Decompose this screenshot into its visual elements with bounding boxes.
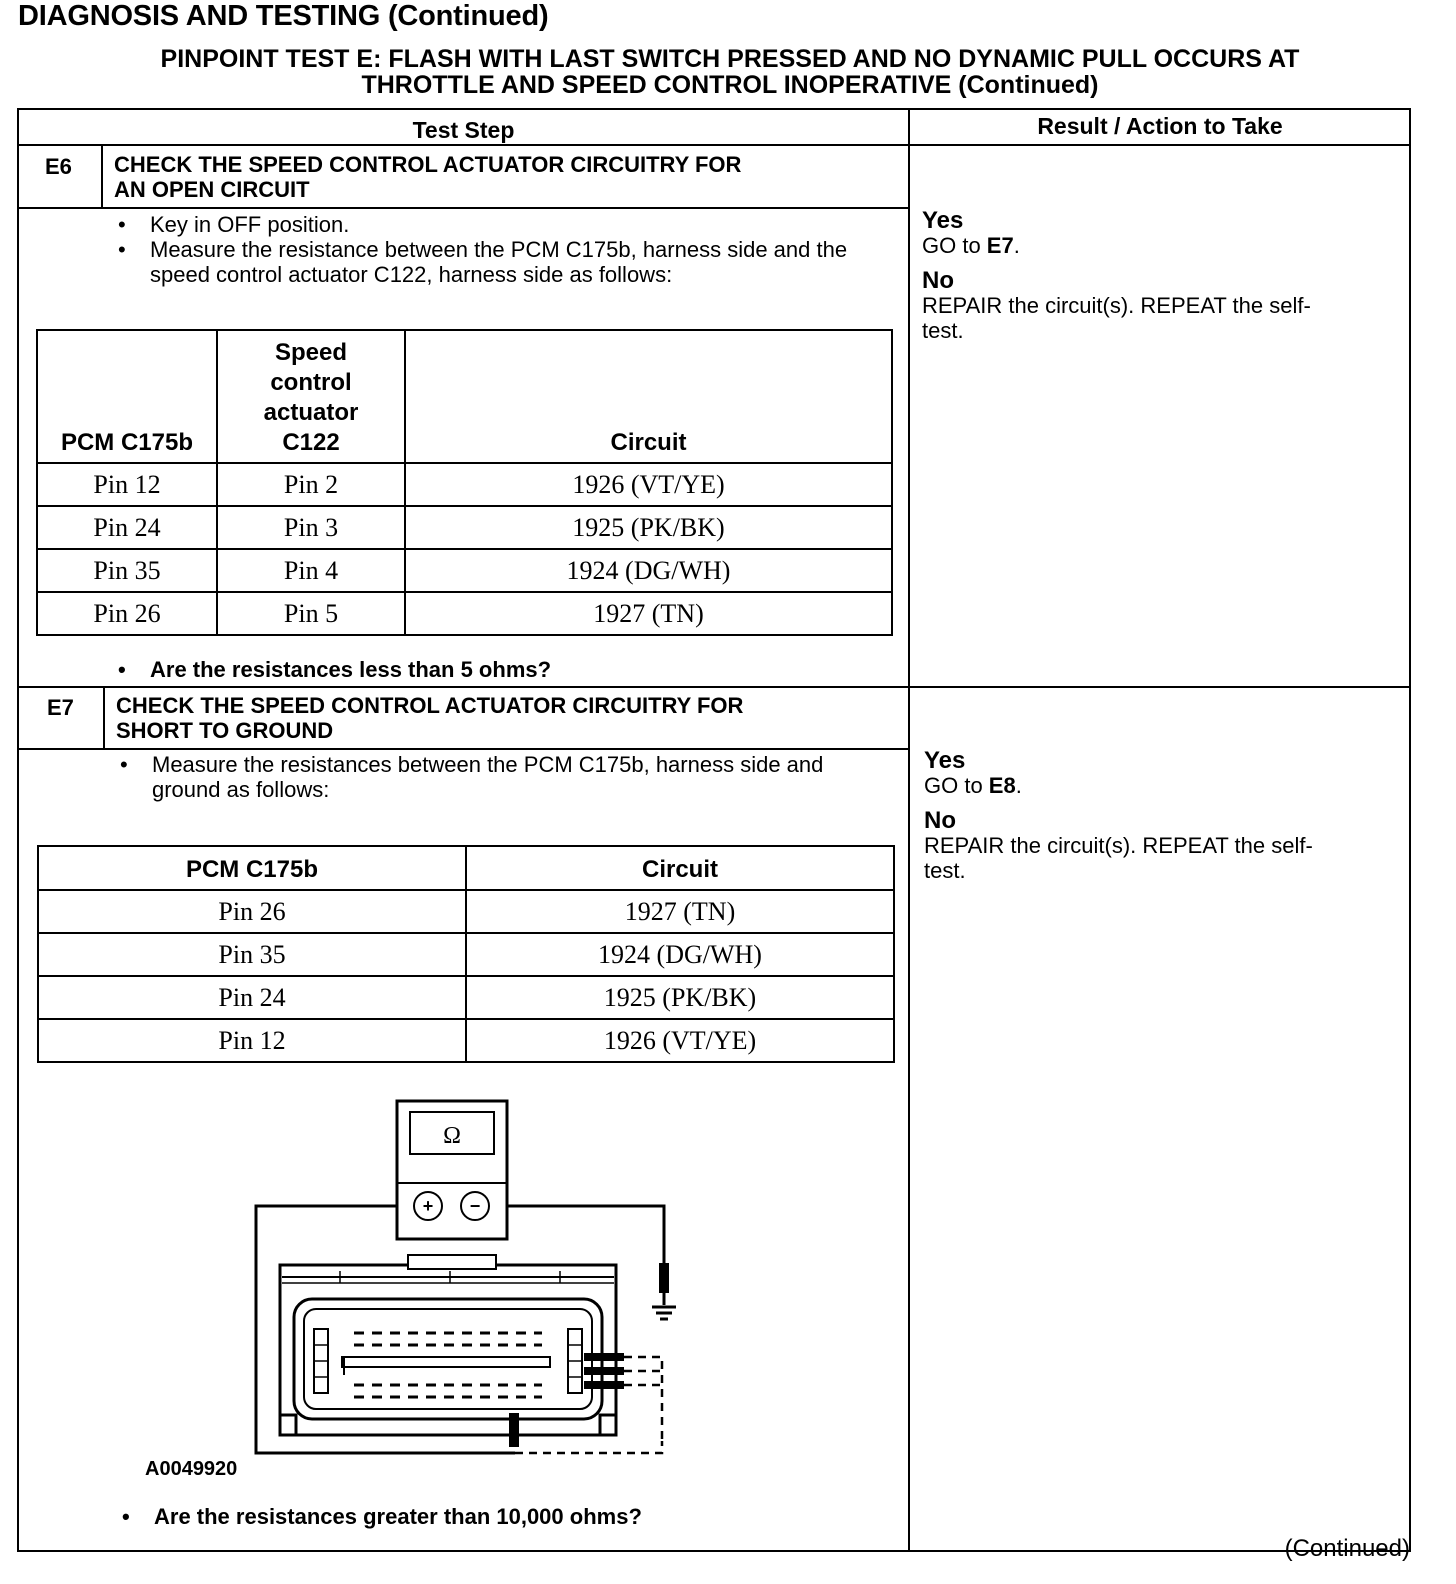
e7-pin-table xyxy=(37,845,895,1063)
cell-circuit: 1926 (VT/YE) xyxy=(405,463,892,506)
negative-lead xyxy=(507,1206,664,1265)
figure-code: A0049920 xyxy=(145,1458,238,1480)
cell-actuator-pin: Pin 2 xyxy=(217,463,405,506)
cell-pcm-pin: Pin 24 xyxy=(37,506,217,549)
header-pcm: PCM C175b xyxy=(37,330,217,463)
question-e6: • Are the resistances less than 5 ohms? xyxy=(114,657,551,683)
instruction-item: • Measure the resistance between the PCM C175b, harness side and the speed control actuator C122, harness side as follows: xyxy=(114,237,874,287)
instruction-item: • Measure the resistances between the PCM C175b, harness side and ground as follows: xyxy=(116,752,886,802)
cell-pcm-pin: Pin 12 xyxy=(38,1019,466,1062)
pinpoint-test-title xyxy=(40,46,1420,98)
column-divider xyxy=(908,110,910,1552)
cell-circuit: 1925 (PK/BK) xyxy=(466,976,894,1019)
table-row xyxy=(38,890,894,933)
cell-actuator-pin: Pin 4 xyxy=(217,549,405,592)
yes-action-target: E8 xyxy=(988,773,1016,798)
title-line-1: PINPOINT TEST E: FLASH WITH LAST SWITCH PRESSED AND NO DYNAMIC PULL OCCURS AT xyxy=(160,45,1300,73)
table-row xyxy=(38,976,894,1019)
column-header-test-step: Test Step xyxy=(412,117,515,143)
cell-circuit: 1927 (TN) xyxy=(405,592,892,635)
pcm-connector xyxy=(280,1255,616,1435)
yes-action-target: E7 xyxy=(986,233,1014,258)
result-yes-label: Yes xyxy=(924,747,966,774)
cell-pcm-pin: Pin 12 xyxy=(37,463,217,506)
step-id-e7: E7 xyxy=(47,695,74,720)
cell-circuit: 1927 (TN) xyxy=(466,890,894,933)
step-header-rule-e7 xyxy=(19,748,910,750)
cell-pcm-pin: Pin 26 xyxy=(38,890,466,933)
step-title-e6-line2: AN OPEN CIRCUIT xyxy=(114,177,310,202)
cell-circuit: 1925 (PK/BK) xyxy=(405,506,892,549)
step-title-e7-line1: CHECK THE SPEED CONTROL ACTUATOR CIRCUITRY FOR xyxy=(116,693,744,718)
ohm-symbol: Ω xyxy=(443,1123,461,1149)
step-title-e6 xyxy=(114,152,741,202)
cell-actuator-pin: Pin 3 xyxy=(217,506,405,549)
continued-footer: (Continued) xyxy=(1284,1535,1410,1562)
step-header-rule-e6 xyxy=(19,207,910,209)
cell-circuit: 1924 (DG/WH) xyxy=(466,933,894,976)
ground-probe xyxy=(659,1263,669,1293)
ohmmeter-connector-diagram xyxy=(250,1095,690,1460)
cell-pcm-pin: Pin 35 xyxy=(38,933,466,976)
yes-action-suffix: . xyxy=(1013,233,1020,258)
minus-terminal-label: − xyxy=(469,1196,481,1216)
header-rule-left xyxy=(19,144,910,146)
step-title-e7-line2: SHORT TO GROUND xyxy=(116,718,334,743)
title-line-2: THROTTLE AND SPEED CONTROL INOPERATIVE (Continued) xyxy=(361,71,1099,99)
e6-pin-table xyxy=(36,329,893,636)
header-actuator: Speed control actuator C122 xyxy=(217,330,405,463)
table-row xyxy=(37,506,892,549)
cell-pcm-pin: Pin 24 xyxy=(38,976,466,1019)
result-yes-label: Yes xyxy=(922,207,964,234)
step-id-divider-e7 xyxy=(103,688,105,750)
result-no-action: REPAIR the circuit(s). REPEAT the self-test. xyxy=(924,833,1313,883)
table-row xyxy=(37,549,892,592)
result-e6 xyxy=(922,208,1382,343)
table-header-row xyxy=(38,846,894,890)
step-id-e6: E6 xyxy=(45,154,72,179)
result-no-label: No xyxy=(924,807,956,834)
step-e7-instructions xyxy=(116,752,886,802)
ground-icon xyxy=(652,1307,676,1319)
yes-action-prefix: GO to xyxy=(922,233,987,258)
result-yes-action xyxy=(922,233,1382,258)
cell-pcm-pin: Pin 35 xyxy=(37,549,217,592)
result-e7 xyxy=(924,748,1384,883)
table-row xyxy=(38,1019,894,1062)
question-e7: • Are the resistances greater than 10,000 ohms? xyxy=(118,1504,642,1530)
step-e6-instructions xyxy=(114,212,874,287)
row-separator-e7 xyxy=(19,686,1411,688)
column-header-result: Result / Action to Take xyxy=(1037,113,1283,139)
table-row xyxy=(37,592,892,635)
table-header-row xyxy=(37,330,892,463)
result-no-action: REPAIR the circuit(s). REPEAT the self-test. xyxy=(922,293,1311,343)
result-no-label: No xyxy=(922,267,954,294)
plus-terminal-label: + xyxy=(422,1196,434,1216)
header-pcm: PCM C175b xyxy=(38,846,466,890)
header-rule-right xyxy=(908,144,1411,146)
instruction-item: • Key in OFF position. xyxy=(114,212,874,237)
cell-circuit: 1926 (VT/YE) xyxy=(466,1019,894,1062)
step-title-e7 xyxy=(116,693,743,743)
cell-actuator-pin: Pin 5 xyxy=(217,592,405,635)
yes-action-prefix: GO to xyxy=(924,773,989,798)
yes-action-suffix: . xyxy=(1015,773,1022,798)
step-title-e6-line1: CHECK THE SPEED CONTROL ACTUATOR CIRCUITRY FOR xyxy=(114,152,742,177)
step-id-divider-e6 xyxy=(101,146,103,208)
table-row xyxy=(37,463,892,506)
header-circuit: Circuit xyxy=(466,846,894,890)
table-row xyxy=(38,933,894,976)
cell-pcm-pin: Pin 26 xyxy=(37,592,217,635)
result-yes-action xyxy=(924,773,1384,798)
page-heading: DIAGNOSIS AND TESTING (Continued) xyxy=(18,0,549,32)
header-circuit: Circuit xyxy=(405,330,892,463)
cell-circuit: 1924 (DG/WH) xyxy=(405,549,892,592)
